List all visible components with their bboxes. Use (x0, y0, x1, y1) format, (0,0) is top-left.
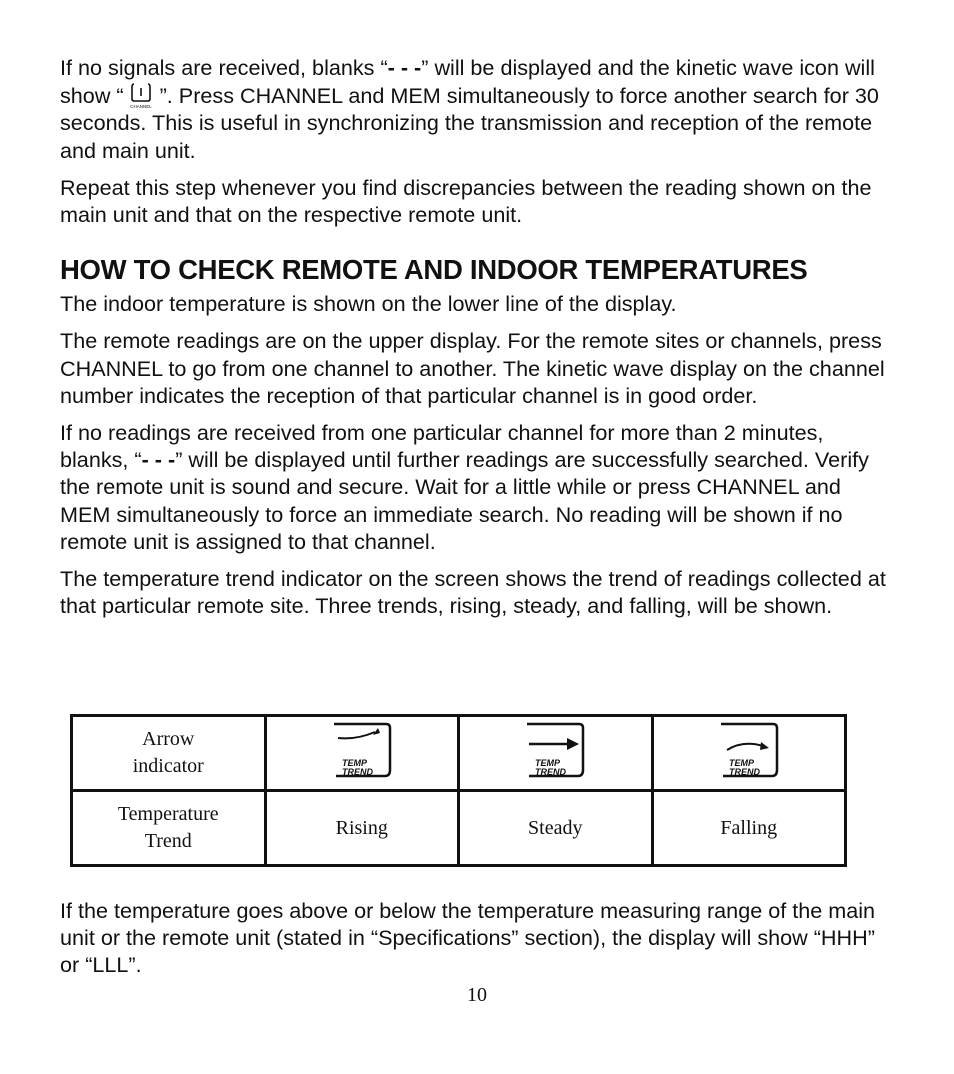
intro-paragraph-1 (60, 54, 896, 164)
trend-label: TREND (535, 767, 567, 777)
steady-icon-cell (459, 716, 653, 791)
section-paragraph-1: The indoor temperature is shown on the lower line of the display. (60, 291, 677, 317)
trend-table (70, 714, 847, 867)
trend-rising-cell: Rising (265, 791, 459, 866)
temperature-trend-row (72, 791, 846, 866)
temperature-trend-header (72, 791, 266, 866)
blanks-symbol: - - - (387, 55, 422, 80)
falling-arrow-icon (715, 718, 783, 780)
temp-label: TEMP (341, 758, 367, 768)
intro-text-b: ” will be displayed and the kinetic wave icon will show “ (60, 55, 875, 109)
arrow-indicator-header (72, 716, 266, 791)
intro-text-c: ”. Press CHANNEL and MEM simultaneously to force another search for 30 seconds. This is useful in synchronizing the transmission and reception of the remote and main unit. (60, 83, 879, 163)
intro-text-a: If no signals are received, blanks “ (60, 55, 388, 80)
steady-arrow-icon (521, 718, 589, 780)
blanks-symbol: - - - (141, 447, 176, 473)
falling-icon-cell (652, 716, 846, 791)
p3-text-b: ” will be displayed until further readings are successfully searched. Verify the remote unit is sound and secure. Wait for a little while or press CHANNEL and MEM simultaneously to force an immediate search. No reading will be shown if no remote unit is assigned to that channel. (60, 447, 869, 554)
kinetic-wave-icon (124, 81, 160, 109)
temp-label: TEMP (728, 758, 754, 768)
section-paragraph-3 (60, 419, 896, 555)
rising-icon-cell (265, 716, 459, 791)
wave-icon-label: CHANNEL (129, 104, 152, 110)
arrow-header-line2: indicator (132, 755, 204, 777)
temp-label: TEMP (535, 758, 561, 768)
section-paragraph-4: The temperature trend indicator on the screen shows the trend of readings collected at that particular remote site. Three trends, rising, steady, and falling, will be shown. (60, 566, 886, 619)
range-note-paragraph: If the temperature goes above or below the temperature measuring range of the main unit or the remote unit (stated in “Specifications” section), the display will show “HHH” or “LLL”. (60, 898, 876, 978)
page-body (60, 54, 896, 619)
arrow-indicator-row (72, 716, 846, 791)
section-paragraph-2: The remote readings are on the upper display. For the remote sites or channels, press CHANNEL to go from one channel to another. The kinetic wave display on the channel number indicates the reception of that particular channel is in good order. (60, 328, 885, 408)
intro-paragraph-2: Repeat this step whenever you find discrepancies between the reading shown on the main unit and that on the respective remote unit. (60, 174, 872, 228)
page-number: 10 (467, 984, 487, 1006)
trend-header-line1: Temperature (117, 803, 219, 825)
rising-arrow-icon (328, 718, 396, 780)
trend-header-line2: Trend (144, 830, 192, 852)
trend-falling-cell: Falling (652, 791, 846, 866)
section-heading: HOW TO CHECK REMOTE AND INDOOR TEMPERATURES (60, 254, 808, 286)
arrow-header-line1: Arrow (142, 728, 195, 750)
trend-label: TREND (341, 767, 373, 777)
trend-steady-cell: Steady (459, 791, 653, 866)
p3-text-a: If no readings are received from one particular channel for more than 2 minutes, blanks, “ (60, 420, 824, 473)
trend-label: TREND (728, 767, 760, 777)
